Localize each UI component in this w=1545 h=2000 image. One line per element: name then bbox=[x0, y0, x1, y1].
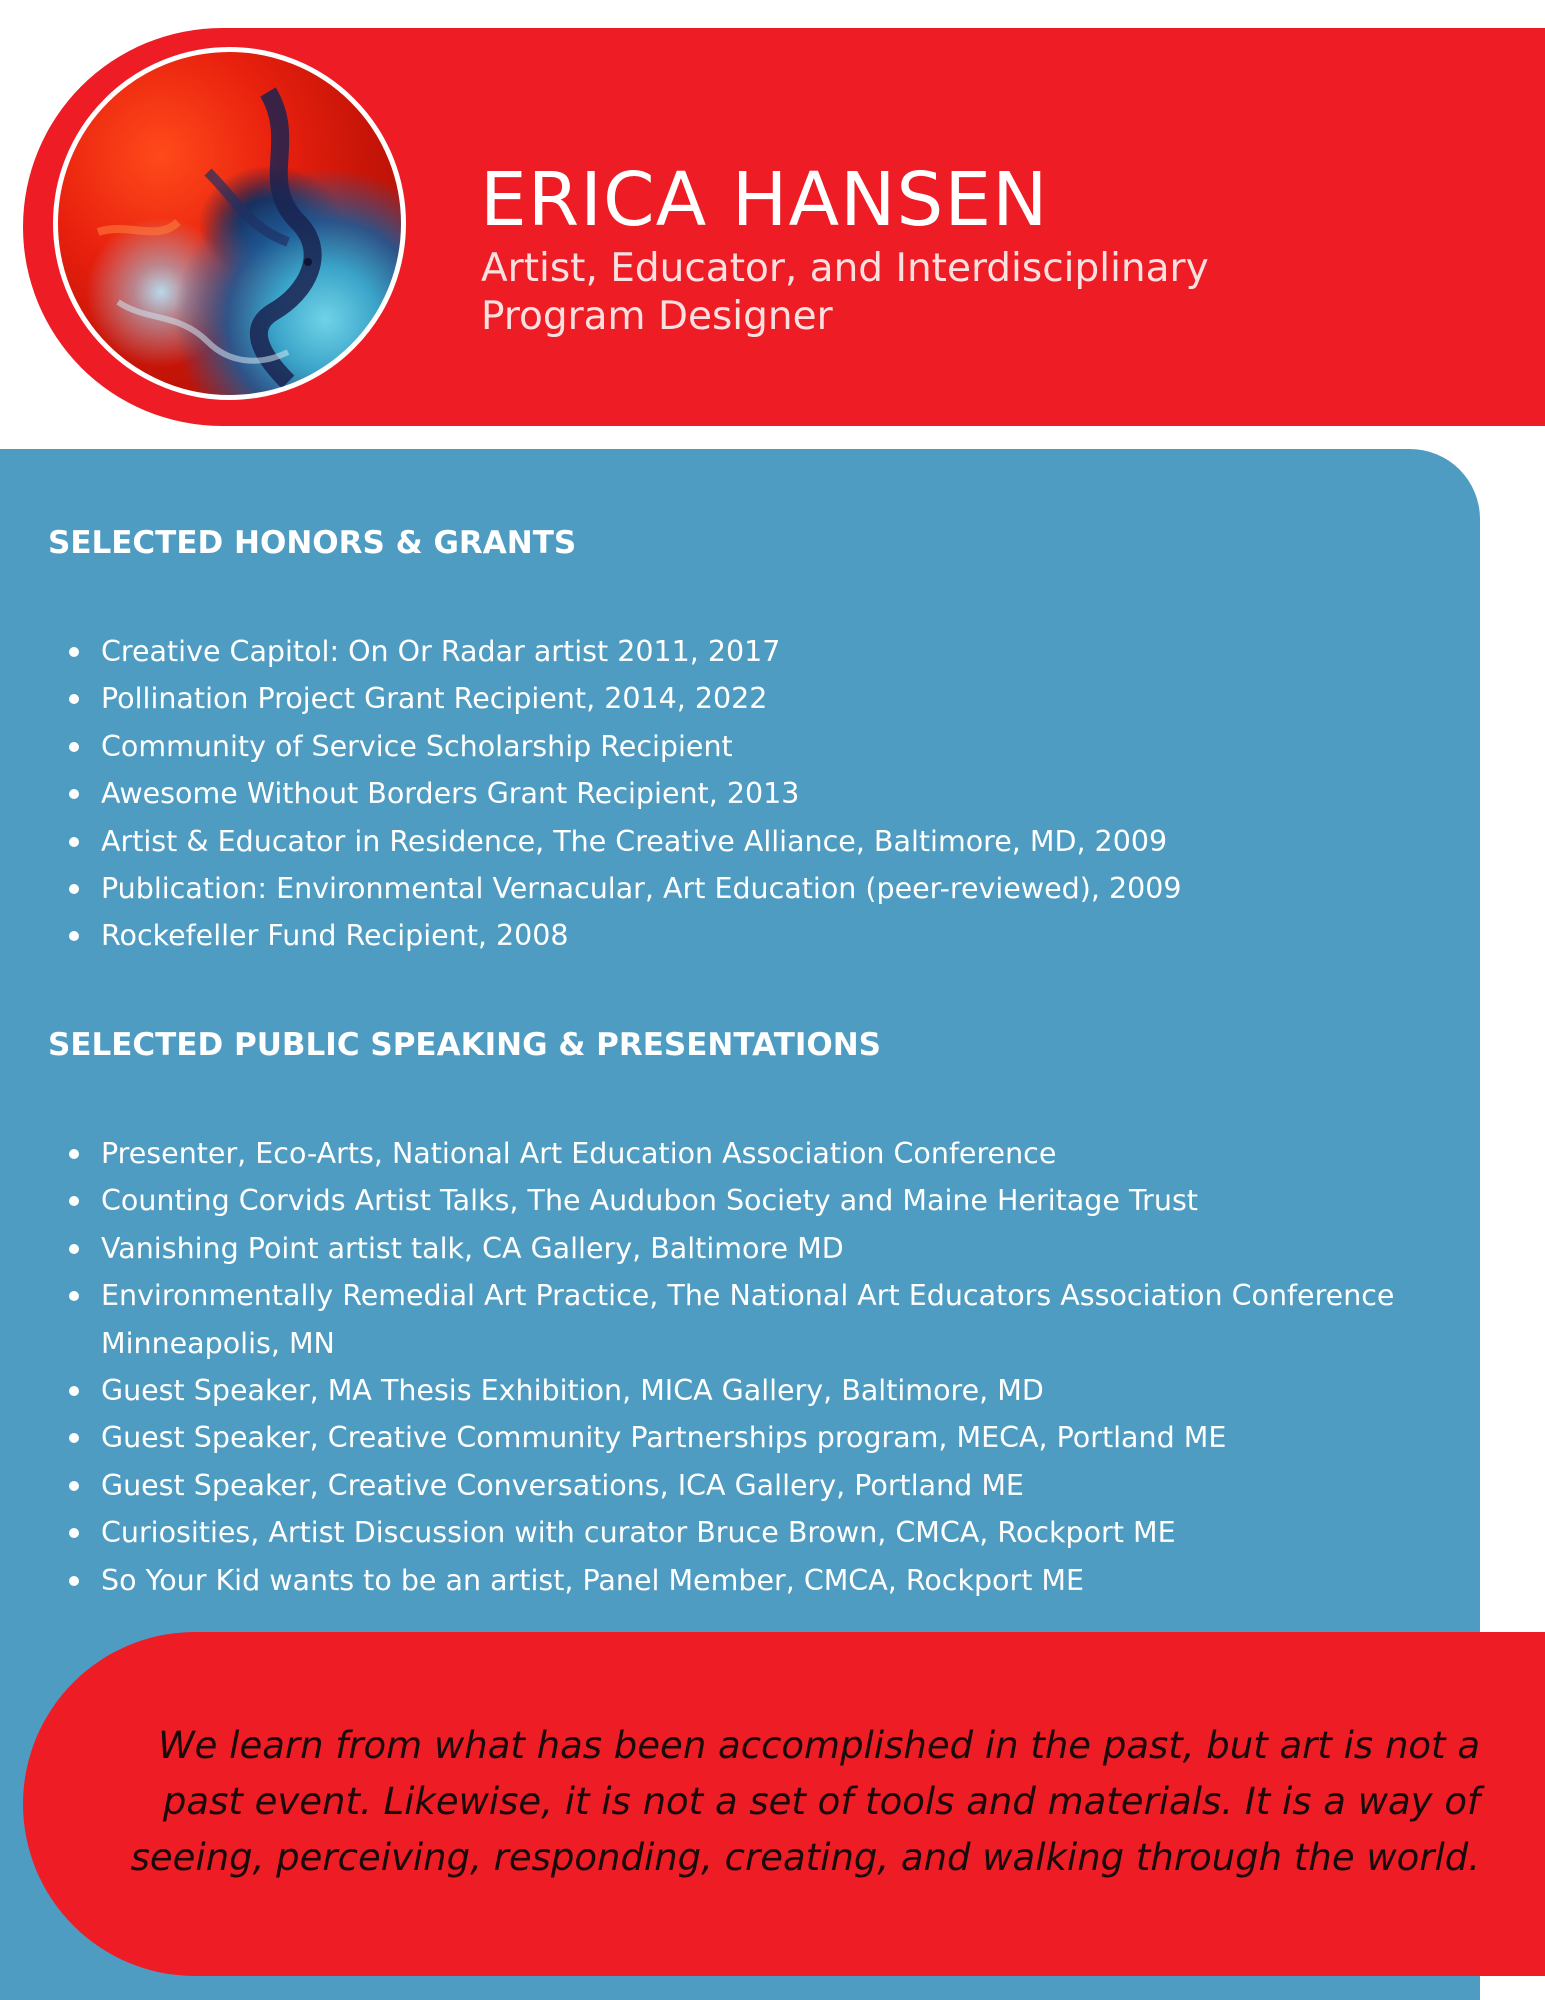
honors-list-item: Pollination Project Grant Recipient, 2014, 2022 bbox=[0, 675, 1440, 722]
profile-artwork-image bbox=[53, 47, 406, 400]
page-title: ERICA HANSEN bbox=[480, 157, 1049, 243]
speaking-list-item: Environmentally Remedial Art Practice, The National Art Educators Association Conference Minneapolis, MN bbox=[0, 1272, 1441, 1367]
closing-quote: We learn from what has been accomplished in the past, but art is not a past event. Likewise, it is not a set of tools and materials. It is a way of seeing, perceiving, responding, creating, and walking through the world. bbox=[130, 1724, 1480, 1879]
speaking-section-title: SELECTED PUBLIC SPEAKING & PRESENTATIONS bbox=[48, 1027, 882, 1063]
honors-list bbox=[0, 628, 1440, 960]
honors-list-item: Community of Service Scholarship Recipient bbox=[0, 723, 1440, 770]
honors-list-item: Artist & Educator in Residence, The Creative Alliance, Baltimore, MD, 2009 bbox=[0, 818, 1440, 865]
speaking-list bbox=[0, 1130, 1440, 1604]
job-subtitle: Artist, Educator, and Interdisciplinary Program Designer bbox=[481, 246, 1209, 339]
speaking-list-item: Guest Speaker, Creative Community Partnerships program, MECA, Portland ME bbox=[0, 1414, 1440, 1461]
speaking-list-item: Counting Corvids Artist Talks, The Audubon Society and Maine Heritage Trust bbox=[0, 1177, 1440, 1224]
speaking-list-item: Vanishing Point artist talk, CA Gallery, Baltimore MD bbox=[0, 1225, 1440, 1272]
quote-band-edge bbox=[1480, 1632, 1545, 1976]
speaking-list-item: Presenter, Eco-Arts, National Art Education Association Conference bbox=[0, 1130, 1440, 1177]
speaking-list-item: Guest Speaker, MA Thesis Exhibition, MICA Gallery, Baltimore, MD bbox=[0, 1367, 1440, 1414]
speaking-list-item: Curiosities, Artist Discussion with curator Bruce Brown, CMCA, Rockport ME bbox=[0, 1509, 1440, 1556]
honors-list-item: Creative Capitol: On Or Radar artist 2011, 2017 bbox=[0, 628, 1440, 675]
honors-list-item: Publication: Environmental Vernacular, Art Education (peer-reviewed), 2009 bbox=[0, 865, 1440, 912]
artwork-texture bbox=[58, 52, 401, 395]
speaking-list-item: Guest Speaker, Creative Conversations, ICA Gallery, Portland ME bbox=[0, 1462, 1440, 1509]
speaking-list-item: So Your Kid wants to be an artist, Panel Member, CMCA, Rockport ME bbox=[0, 1557, 1440, 1604]
honors-section-title: SELECTED HONORS & GRANTS bbox=[48, 525, 577, 561]
honors-list-item: Rockefeller Fund Recipient, 2008 bbox=[0, 912, 1440, 959]
honors-list-item: Awesome Without Borders Grant Recipient, 2013 bbox=[0, 770, 1440, 817]
